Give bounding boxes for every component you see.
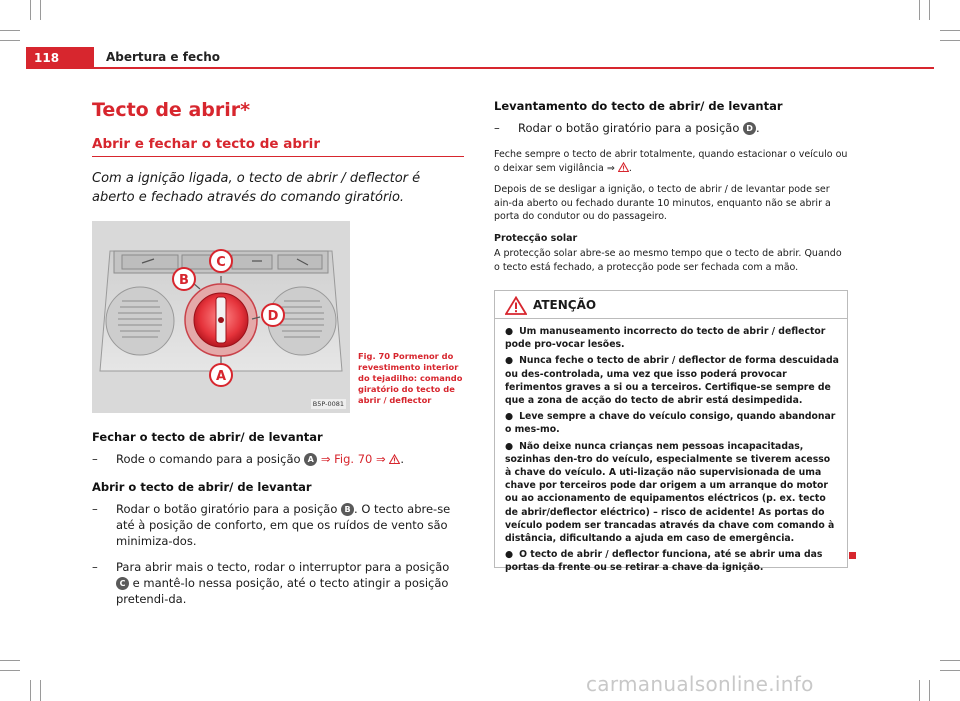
position-badge-b: B — [341, 503, 354, 516]
figure-caption: Fig. 70 Pormenor do revestimento interior do tejadilho: comando giratório do tecto de abrir / deflector — [358, 351, 463, 405]
warning-icon — [618, 162, 629, 172]
section-end-marker — [849, 552, 856, 559]
page-number: 118 — [26, 47, 94, 69]
solar-paragraph: A protecção solar abre-se ao mesmo tempo que o tecto de abrir. Quando o tecto está fechado, a protecção pode ser fechada com a mão. — [494, 248, 842, 273]
warning-item: ● Nunca feche o tecto de abrir / deflector de forma descuidada ou des-controlada, uma vez que isso poderá provocar ferimentos graves a si ou a terceiros. Certifique-se sempre de que a zona de acção do tecto de abrir está desimpedida. — [505, 355, 839, 407]
open-step-1: – Rodar o botão giratório para a posição B . O tecto abre-se até à posição de conforto, em que os ruídos de vento são minimiza-dos. — [92, 502, 451, 548]
crop-mark — [940, 30, 960, 31]
warning-box — [494, 290, 848, 574]
header-rule — [94, 67, 934, 69]
figure-row — [92, 221, 464, 413]
crop-mark — [30, 680, 31, 701]
crop-mark — [940, 670, 960, 671]
crop-mark — [929, 680, 930, 701]
ignition-paragraph: Depois de se desligar a ignição, o tecto de abrir / de levantar pode ser ain-da aberto ou fechado durante 10 minutos, enquanto não se abrir a porta do condutor ou do passageiro. — [494, 184, 831, 222]
warning-item: ● O tecto de abrir / deflector funciona, até se abrir uma das portas da frente ou se retirar a chave da ignição. — [505, 549, 823, 574]
chapter-title: Abertura e fecho — [106, 50, 220, 64]
lift-step: – Rodar o botão giratório para a posição D . — [494, 121, 760, 135]
roof-control-figure — [92, 221, 350, 413]
figure-label-c: C — [216, 255, 226, 270]
figure-label-d: D — [267, 309, 279, 324]
open-step-2: – Para abrir mais o tecto, rodar o interruptor para a posição C e mantê-lo nessa posição, até o tecto atingir a posição pretendi-da. — [92, 560, 450, 606]
figure-label-b: B — [179, 273, 189, 288]
solar-heading: Protecção solar — [494, 232, 578, 244]
page-title: Tecto de abrir* — [92, 99, 251, 121]
crop-mark — [40, 680, 41, 701]
watermark: carmanualsonline.info — [586, 672, 814, 696]
warning-header — [495, 291, 847, 319]
warning-title: ATENÇÃO — [533, 298, 597, 312]
warning-item: ● Leve sempre a chave do veículo consigo, quando abandonar o mes-mo. — [505, 411, 836, 436]
right-column — [494, 98, 848, 274]
warning-icon — [389, 454, 400, 464]
position-badge-c: C — [116, 577, 129, 590]
page-header — [26, 47, 934, 69]
crop-mark — [0, 40, 20, 41]
figure-label-a: A — [215, 369, 227, 384]
open-heading: Abrir o tecto de abrir/ de levantar — [92, 480, 312, 494]
left-column — [92, 98, 464, 607]
section-title: Abrir e fechar o tecto de abrir — [92, 136, 464, 157]
close-step: – Rode o comando para a posição A ⇒ Fig. 70 ⇒ . — [92, 452, 404, 466]
park-paragraph: Feche sempre o tecto de abrir totalmente, quando estacionar o veículo ou o deixar sem vigilância ⇒ . — [494, 149, 848, 174]
crop-mark — [940, 40, 960, 41]
crop-mark — [940, 660, 960, 661]
close-heading: Fechar o tecto de abrir/ de levantar — [92, 430, 323, 444]
position-badge-d: D — [743, 122, 756, 135]
crop-mark — [30, 0, 31, 20]
crop-mark — [929, 0, 930, 20]
warning-list — [495, 319, 847, 575]
close-section — [92, 429, 464, 467]
crop-mark — [40, 0, 41, 20]
crop-mark — [919, 0, 920, 20]
warning-item: ● Um manuseamento incorrecto do tecto de abrir / deflector pode pro-vocar lesões. — [505, 326, 826, 351]
warning-item: ● Não deixe nunca crianças nem pessoas incapacitadas, sozinhas den-tro do veículo, especialmente se tiverem acesso à chave do veículo. A uti-lização não supervisionada de uma chave por terceiros pode dar origem a um arranque do motor ou ao accionamento de equipamentos eléctricos (p. ex. tecto de abrir/deflector eléctrico) – risco de acidente! As portas do veículo podem ser trancadas através da chave com comando à distância, dificultando a ajuda em caso de emergência. — [505, 440, 835, 545]
figure-code: B5P-0081 — [312, 400, 344, 408]
crop-mark — [0, 30, 20, 31]
warning-icon — [505, 296, 527, 315]
crop-mark — [919, 680, 920, 701]
intro-text: Com a ignição ligada, o tecto de abrir / deflector é aberto e fechado através do comando giratório. — [92, 171, 421, 205]
position-badge-a: A — [304, 453, 317, 466]
roof-console-illustration — [92, 221, 350, 413]
crop-mark — [0, 660, 20, 661]
crop-mark — [0, 670, 20, 671]
lift-heading: Levantamento do tecto de abrir/ de levantar — [494, 99, 783, 113]
figure-reference-link[interactable]: ⇒ Fig. 70 ⇒ — [320, 452, 386, 466]
open-section — [92, 479, 464, 607]
